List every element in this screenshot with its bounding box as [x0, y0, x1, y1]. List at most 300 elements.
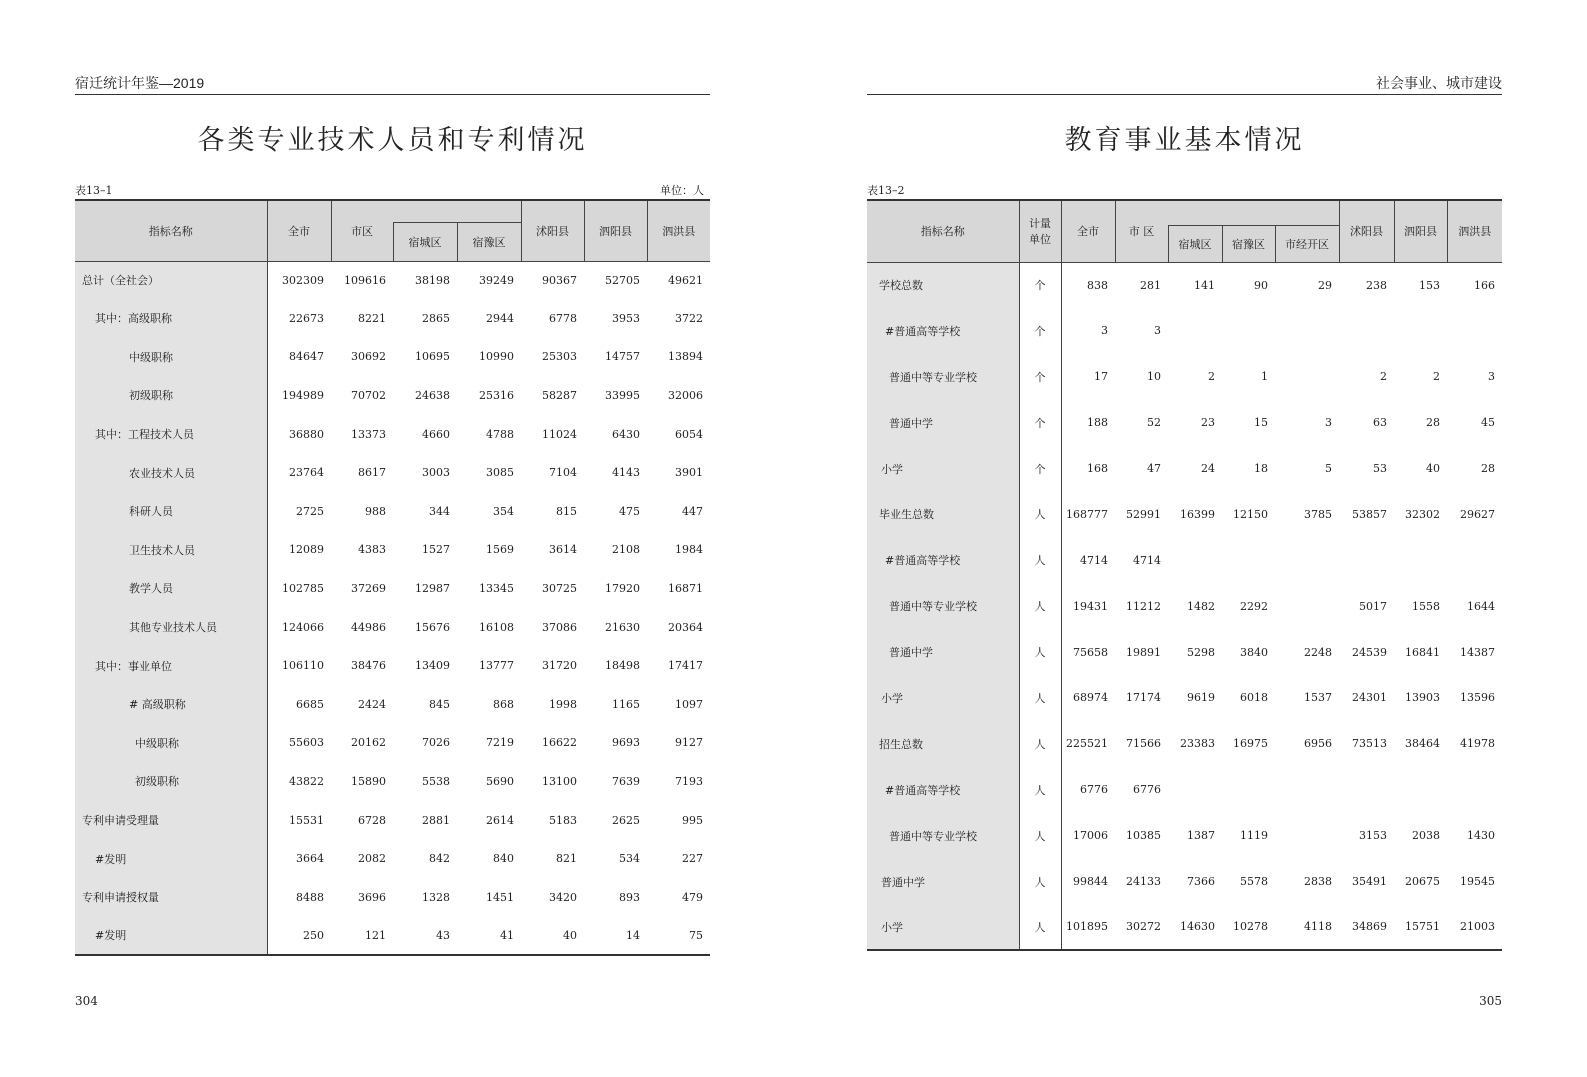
table-cell: 109616: [344, 273, 386, 287]
table-cell: 4714: [1080, 553, 1108, 567]
table-cell: 4383: [358, 543, 386, 557]
table-cell: 15890: [351, 774, 386, 788]
table-row: [75, 299, 710, 338]
table-cell: 29627: [1460, 507, 1496, 521]
row-label: 普通中等专业学校: [867, 583, 1019, 629]
table-cell: 20162: [351, 736, 386, 750]
page-title: 各类专业技术人员和专利情况: [197, 125, 588, 156]
header-dev-zone: 市经开区: [1275, 225, 1339, 262]
table-cell: 43822: [289, 774, 324, 788]
row-label: 其中：事业单位: [75, 646, 267, 685]
table-cell: 15: [1254, 416, 1268, 430]
table-cell: 1569: [486, 543, 514, 557]
header-sihong: 泗洪县: [1447, 200, 1502, 262]
table-cell: 55603: [289, 736, 324, 750]
table-cell: 2: [1433, 370, 1441, 384]
table-cell: 2944: [486, 311, 514, 325]
table-cell: 3722: [675, 311, 703, 325]
table-cell: 10385: [1126, 829, 1161, 843]
table-cell: 2292: [1240, 599, 1268, 613]
unit-cell: 个: [1019, 308, 1061, 354]
header-urban-span: [1168, 200, 1339, 225]
table-cell: 53857: [1352, 507, 1388, 521]
table-cell: 6776: [1133, 783, 1161, 797]
table-row: [75, 261, 710, 299]
row-label: 普通中学: [867, 400, 1019, 446]
table-cell: 2881: [422, 813, 450, 827]
table-cell: 17920: [605, 581, 640, 595]
table-cell: 1482: [1187, 599, 1215, 613]
table-cell: 168: [1087, 462, 1108, 475]
table-cell: 18: [1254, 462, 1268, 475]
table-cell: 188: [1087, 416, 1108, 430]
table-cell: 52991: [1126, 507, 1161, 521]
table-row: [867, 859, 1502, 905]
row-label: #发明: [75, 839, 267, 878]
unit-cell: 人: [1019, 583, 1061, 629]
table-row: [867, 400, 1502, 446]
table-cell: 1451: [486, 890, 514, 904]
page-number-left: 304: [75, 994, 98, 1008]
table-cell: 1537: [1304, 691, 1333, 705]
table-cell: 33995: [605, 388, 640, 402]
table-cell: 168777: [1066, 507, 1108, 521]
table-cell: 10278: [1222, 904, 1275, 950]
table-cell: [1275, 354, 1339, 400]
table-cell: 3840: [1240, 645, 1268, 659]
table-cell: 10: [1147, 370, 1161, 384]
table-cell: [1339, 308, 1394, 354]
table-cell: 141: [1194, 278, 1215, 292]
table-cell: 5183: [549, 813, 577, 827]
table-cell: 842: [429, 852, 450, 866]
table-cell: 30272: [1115, 904, 1168, 950]
table-cell: [1222, 308, 1275, 354]
table-cell: 12150: [1233, 507, 1268, 521]
table-cell: 4714: [1133, 553, 1161, 567]
table-row: [867, 904, 1502, 950]
table-cell: 19431: [1073, 599, 1108, 613]
row-label: # 高级职称: [75, 685, 267, 724]
professional-staff-table: [75, 199, 710, 956]
row-label: 其中：高级职称: [75, 299, 267, 338]
table-cell: 24539: [1352, 645, 1388, 659]
table-row: [75, 569, 710, 608]
header-city: 全市: [1061, 200, 1115, 262]
table-cell: 344: [429, 504, 450, 518]
table-cell: 4143: [612, 466, 640, 480]
table-cell: 5690: [486, 774, 514, 788]
table-cell: 3664: [296, 852, 324, 866]
table-cell: 1430: [1467, 829, 1496, 843]
unit-cell: 人: [1019, 629, 1061, 675]
table-cell: 35491: [1352, 875, 1388, 889]
row-label: 小学: [867, 675, 1019, 721]
education-table: [867, 199, 1502, 951]
table-cell: 40: [1426, 462, 1441, 475]
table-row: [867, 767, 1502, 813]
table-cell: 84647: [289, 350, 324, 364]
header-indicator: 指标名称: [867, 200, 1019, 262]
table-cell: 53: [1373, 462, 1388, 475]
table-cell: 13596: [1460, 691, 1496, 705]
table-cell: 24301: [1352, 691, 1388, 705]
table-cell: 34869: [1339, 904, 1394, 950]
table-cell: 447: [682, 504, 703, 518]
table-cell: 12987: [415, 581, 450, 595]
table-cell: 13373: [351, 427, 386, 441]
table-cell: 28: [1481, 462, 1496, 475]
table-cell: 13345: [479, 581, 514, 595]
table-cell: [1168, 767, 1222, 813]
table-cell: 23: [1201, 416, 1215, 430]
table-cell: 10990: [479, 350, 514, 364]
table-cell: 238: [1366, 278, 1388, 292]
table-cell: 28: [1426, 416, 1441, 430]
row-label: 初级职称: [75, 376, 267, 415]
table-cell: 25303: [542, 350, 577, 364]
row-label: 毕业生总数: [867, 491, 1019, 537]
row-label: 卫生技术人员: [75, 531, 267, 570]
table-cell: 32006: [668, 388, 703, 402]
table-cell: 3696: [358, 890, 386, 904]
table-cell: 1328: [422, 890, 450, 904]
table-cell: 15751: [1394, 904, 1447, 950]
table-cell: 1097: [675, 697, 703, 711]
table-row: [867, 629, 1502, 675]
table-row: [75, 724, 710, 763]
row-label: 专利申请受理量: [75, 801, 267, 840]
table-cell: 3: [1154, 324, 1161, 338]
row-label: 教学人员: [75, 569, 267, 608]
unit-cell: 人: [1019, 859, 1061, 905]
table-row: [75, 762, 710, 801]
header-shuyang: 沭阳县: [521, 200, 584, 261]
table-cell: 16108: [479, 620, 514, 634]
table-cell: 4788: [486, 427, 514, 441]
header-urban: 市区: [331, 200, 393, 261]
table-cell: 479: [682, 890, 703, 904]
table-cell: 8488: [296, 890, 324, 904]
page-title: 教育事业基本情况: [1064, 125, 1305, 156]
table-cell: 302309: [282, 273, 324, 287]
table-cell: 38198: [415, 273, 450, 287]
table-cell: 5538: [422, 774, 450, 788]
table-cell: [1394, 537, 1447, 583]
table-cell: 38476: [351, 659, 386, 673]
table-cell: 2625: [612, 813, 640, 827]
table-cell: 13894: [668, 350, 703, 364]
table-row: [867, 675, 1502, 721]
header-urban-span: [393, 200, 521, 222]
table-cell: 32302: [1405, 507, 1441, 521]
table-cell: [1275, 308, 1339, 354]
row-label: 中级职称: [75, 338, 267, 377]
table-cell: 6778: [549, 311, 577, 325]
table-cell: 10695: [415, 350, 450, 364]
table-cell: 19891: [1126, 645, 1161, 659]
table-cell: 24638: [415, 388, 450, 402]
table-row: [75, 839, 710, 878]
table-cell: 2725: [296, 504, 324, 518]
table-cell: 3953: [612, 311, 640, 325]
header-sucheng: 宿城区: [1168, 225, 1222, 262]
table-cell: 13409: [415, 659, 450, 673]
row-label: 中级职称: [75, 724, 267, 763]
table-cell: 39249: [479, 273, 514, 287]
row-label: 科研人员: [75, 492, 267, 531]
table-cell: 24133: [1126, 875, 1161, 889]
table-cell: 5298: [1187, 645, 1215, 659]
table-cell: 71566: [1126, 737, 1161, 751]
table-cell: 7104: [549, 466, 577, 480]
table-cell: 90367: [542, 273, 577, 287]
table-cell: 8617: [358, 466, 386, 480]
table-cell: 101895: [1061, 904, 1115, 950]
table-cell: 15676: [415, 620, 450, 634]
table-cell: 3: [1325, 416, 1333, 430]
table-cell: [1168, 308, 1222, 354]
table-cell: 3: [1101, 324, 1108, 338]
table-cell: 2: [1380, 370, 1388, 384]
table-row: [75, 376, 710, 415]
table-cell: 22673: [289, 311, 324, 325]
table-cell: 47: [1147, 462, 1161, 475]
table-cell: 9619: [1187, 691, 1215, 705]
table-cell: 21003: [1447, 904, 1502, 950]
table-cell: [1339, 537, 1394, 583]
header-suyu: 宿豫区: [1222, 225, 1275, 262]
table-cell: 2424: [358, 697, 386, 711]
table-row: [867, 262, 1502, 308]
table-cell: 73513: [1352, 737, 1388, 751]
table-cell: 2108: [612, 543, 640, 557]
table-cell: 5578: [1240, 875, 1268, 889]
table-cell: 2038: [1412, 829, 1441, 843]
table-cell: 37269: [351, 581, 386, 595]
table-cell: 1998: [549, 697, 577, 711]
table-cell: 52705: [605, 273, 640, 287]
row-label: 总计（全社会）: [75, 261, 267, 299]
table-cell: 49621: [668, 273, 703, 287]
table-cell: 893: [619, 890, 640, 904]
table-cell: 3153: [1359, 829, 1388, 843]
table-cell: 6054: [675, 427, 703, 441]
table-cell: 534: [619, 852, 640, 866]
row-label: #普通高等学校: [867, 308, 1019, 354]
unit-cell: 人: [1019, 813, 1061, 859]
table-cell: 20675: [1405, 875, 1441, 889]
table-cell: 5: [1325, 462, 1333, 475]
row-label: 小学: [867, 446, 1019, 492]
table-cell: 30725: [542, 581, 577, 595]
row-label: 小学: [867, 904, 1019, 950]
table-cell: 7219: [486, 736, 514, 750]
table-cell: 75: [647, 917, 710, 956]
table-cell: 25316: [479, 388, 514, 402]
table-cell: [1275, 813, 1339, 859]
table-cell: 29: [1318, 278, 1333, 292]
row-label: #普通高等学校: [867, 767, 1019, 813]
table-cell: 838: [1087, 278, 1108, 292]
table-cell: 845: [429, 697, 450, 711]
table-cell: 2614: [486, 813, 514, 827]
table-cell: 70702: [351, 388, 386, 402]
table-cell: 3420: [549, 890, 577, 904]
table-row: [75, 453, 710, 492]
table-cell: 68974: [1073, 691, 1108, 705]
table-cell: 41978: [1460, 737, 1496, 751]
table-cell: 16841: [1405, 645, 1441, 659]
table-row: [75, 415, 710, 454]
table-row: [75, 608, 710, 647]
table-row: [867, 721, 1502, 767]
table-cell: [1394, 767, 1447, 813]
table-cell: 17006: [1073, 829, 1108, 843]
table-cell: 153: [1419, 278, 1441, 292]
row-label: 其他专业技术人员: [75, 608, 267, 647]
row-label: 专利申请授权量: [75, 878, 267, 917]
table-cell: 2: [1208, 370, 1215, 384]
table-cell: 8221: [358, 311, 386, 325]
header-shuyang: 沭阳县: [1339, 200, 1394, 262]
table-row: [867, 583, 1502, 629]
table-number: 表13–2: [867, 184, 905, 197]
table-cell: 1558: [1412, 599, 1441, 613]
table-cell: 840: [493, 852, 514, 866]
table-cell: [1168, 537, 1222, 583]
table-cell: 475: [619, 504, 640, 518]
table-cell: 6018: [1240, 691, 1268, 705]
table-cell: 6776: [1080, 783, 1108, 797]
table-cell: 166: [1474, 278, 1496, 292]
table-cell: 17: [1094, 370, 1108, 384]
table-cell: 38464: [1405, 737, 1441, 751]
table-cell: 52: [1147, 416, 1161, 430]
table-cell: [1339, 767, 1394, 813]
table-cell: [1447, 308, 1502, 354]
table-cell: [1447, 537, 1502, 583]
row-label: 普通中学: [867, 859, 1019, 905]
row-label: 普通中等专业学校: [867, 354, 1019, 400]
table-cell: 250: [267, 917, 331, 956]
unit-label: 单位：人: [660, 184, 704, 197]
table-cell: 3: [1488, 370, 1496, 384]
table-cell: 17417: [668, 659, 703, 673]
table-cell: [1275, 767, 1339, 813]
header-siyang: 泗阳县: [1394, 200, 1447, 262]
table-cell: 3085: [486, 466, 514, 480]
running-head-right: 社会事业、城市建设: [867, 74, 1502, 95]
table-cell: 281: [1140, 278, 1161, 292]
table-row: [75, 531, 710, 570]
table-cell: 121: [331, 917, 393, 956]
table-number: 表13–1: [75, 184, 113, 197]
table-cell: 5017: [1359, 599, 1388, 613]
table-row: [75, 646, 710, 685]
table-cell: 225521: [1066, 737, 1108, 751]
table-cell: 37086: [542, 620, 577, 634]
table-cell: 58287: [542, 388, 577, 402]
table-cell: 7639: [612, 774, 640, 788]
table-cell: 821: [556, 852, 577, 866]
table-cell: 17174: [1126, 691, 1161, 705]
table-cell: 194989: [282, 388, 324, 402]
table-cell: 102785: [282, 581, 324, 595]
table-cell: 18498: [605, 659, 640, 673]
table-cell: 43: [393, 917, 457, 956]
table-cell: 16622: [542, 736, 577, 750]
table-row: [75, 878, 710, 917]
table-cell: 99844: [1073, 875, 1108, 889]
unit-cell: 个: [1019, 262, 1061, 308]
table-cell: [1222, 537, 1275, 583]
header-indicator: 指标名称: [75, 200, 267, 261]
header-unit: 计量单位: [1019, 200, 1061, 262]
table-row: [867, 354, 1502, 400]
table-row: [75, 338, 710, 377]
table-row: [867, 446, 1502, 492]
table-row: [75, 917, 710, 956]
row-label: 初级职称: [75, 762, 267, 801]
table-cell: 6728: [358, 813, 386, 827]
row-label: 普通中学: [867, 629, 1019, 675]
table-cell: 31720: [542, 659, 577, 673]
unit-cell: 人: [1019, 904, 1061, 950]
table-cell: 13777: [479, 659, 514, 673]
table-cell: 988: [365, 504, 386, 518]
table-cell: 2082: [358, 852, 386, 866]
table-cell: 40: [521, 917, 584, 956]
table-cell: 12089: [289, 543, 324, 557]
table-row: [75, 492, 710, 531]
table-cell: 16975: [1233, 737, 1268, 751]
unit-cell: 人: [1019, 537, 1061, 583]
table-cell: 16399: [1180, 507, 1215, 521]
row-label: 其中：工程技术人员: [75, 415, 267, 454]
table-cell: 13100: [542, 774, 577, 788]
table-cell: 6956: [1304, 737, 1333, 751]
unit-cell: 个: [1019, 354, 1061, 400]
unit-cell: 人: [1019, 721, 1061, 767]
table-cell: 45: [1481, 416, 1496, 430]
row-label: 普通中等专业学校: [867, 813, 1019, 859]
table-cell: 21630: [605, 620, 640, 634]
table-cell: 354: [493, 504, 514, 518]
row-label: 招生总数: [867, 721, 1019, 767]
table-cell: 2248: [1304, 645, 1333, 659]
table-row: [867, 308, 1502, 354]
unit-cell: 人: [1019, 675, 1061, 721]
table-cell: 3003: [422, 466, 450, 480]
table-cell: [1447, 767, 1502, 813]
header-urban: 市 区: [1115, 200, 1168, 262]
table-cell: 1: [1261, 370, 1268, 384]
header-suyu: 宿豫区: [457, 222, 521, 261]
table-cell: 106110: [282, 659, 324, 673]
table-cell: 6685: [296, 697, 324, 711]
table-cell: 7026: [422, 736, 450, 750]
table-cell: 1527: [422, 543, 450, 557]
table-row: [75, 685, 710, 724]
table-cell: [1275, 583, 1339, 629]
table-cell: 3901: [675, 466, 703, 480]
table-cell: 24: [1201, 462, 1215, 475]
table-cell: [1275, 537, 1339, 583]
unit-cell: 个: [1019, 400, 1061, 446]
table-row: [867, 813, 1502, 859]
table-cell: 14387: [1460, 645, 1496, 659]
